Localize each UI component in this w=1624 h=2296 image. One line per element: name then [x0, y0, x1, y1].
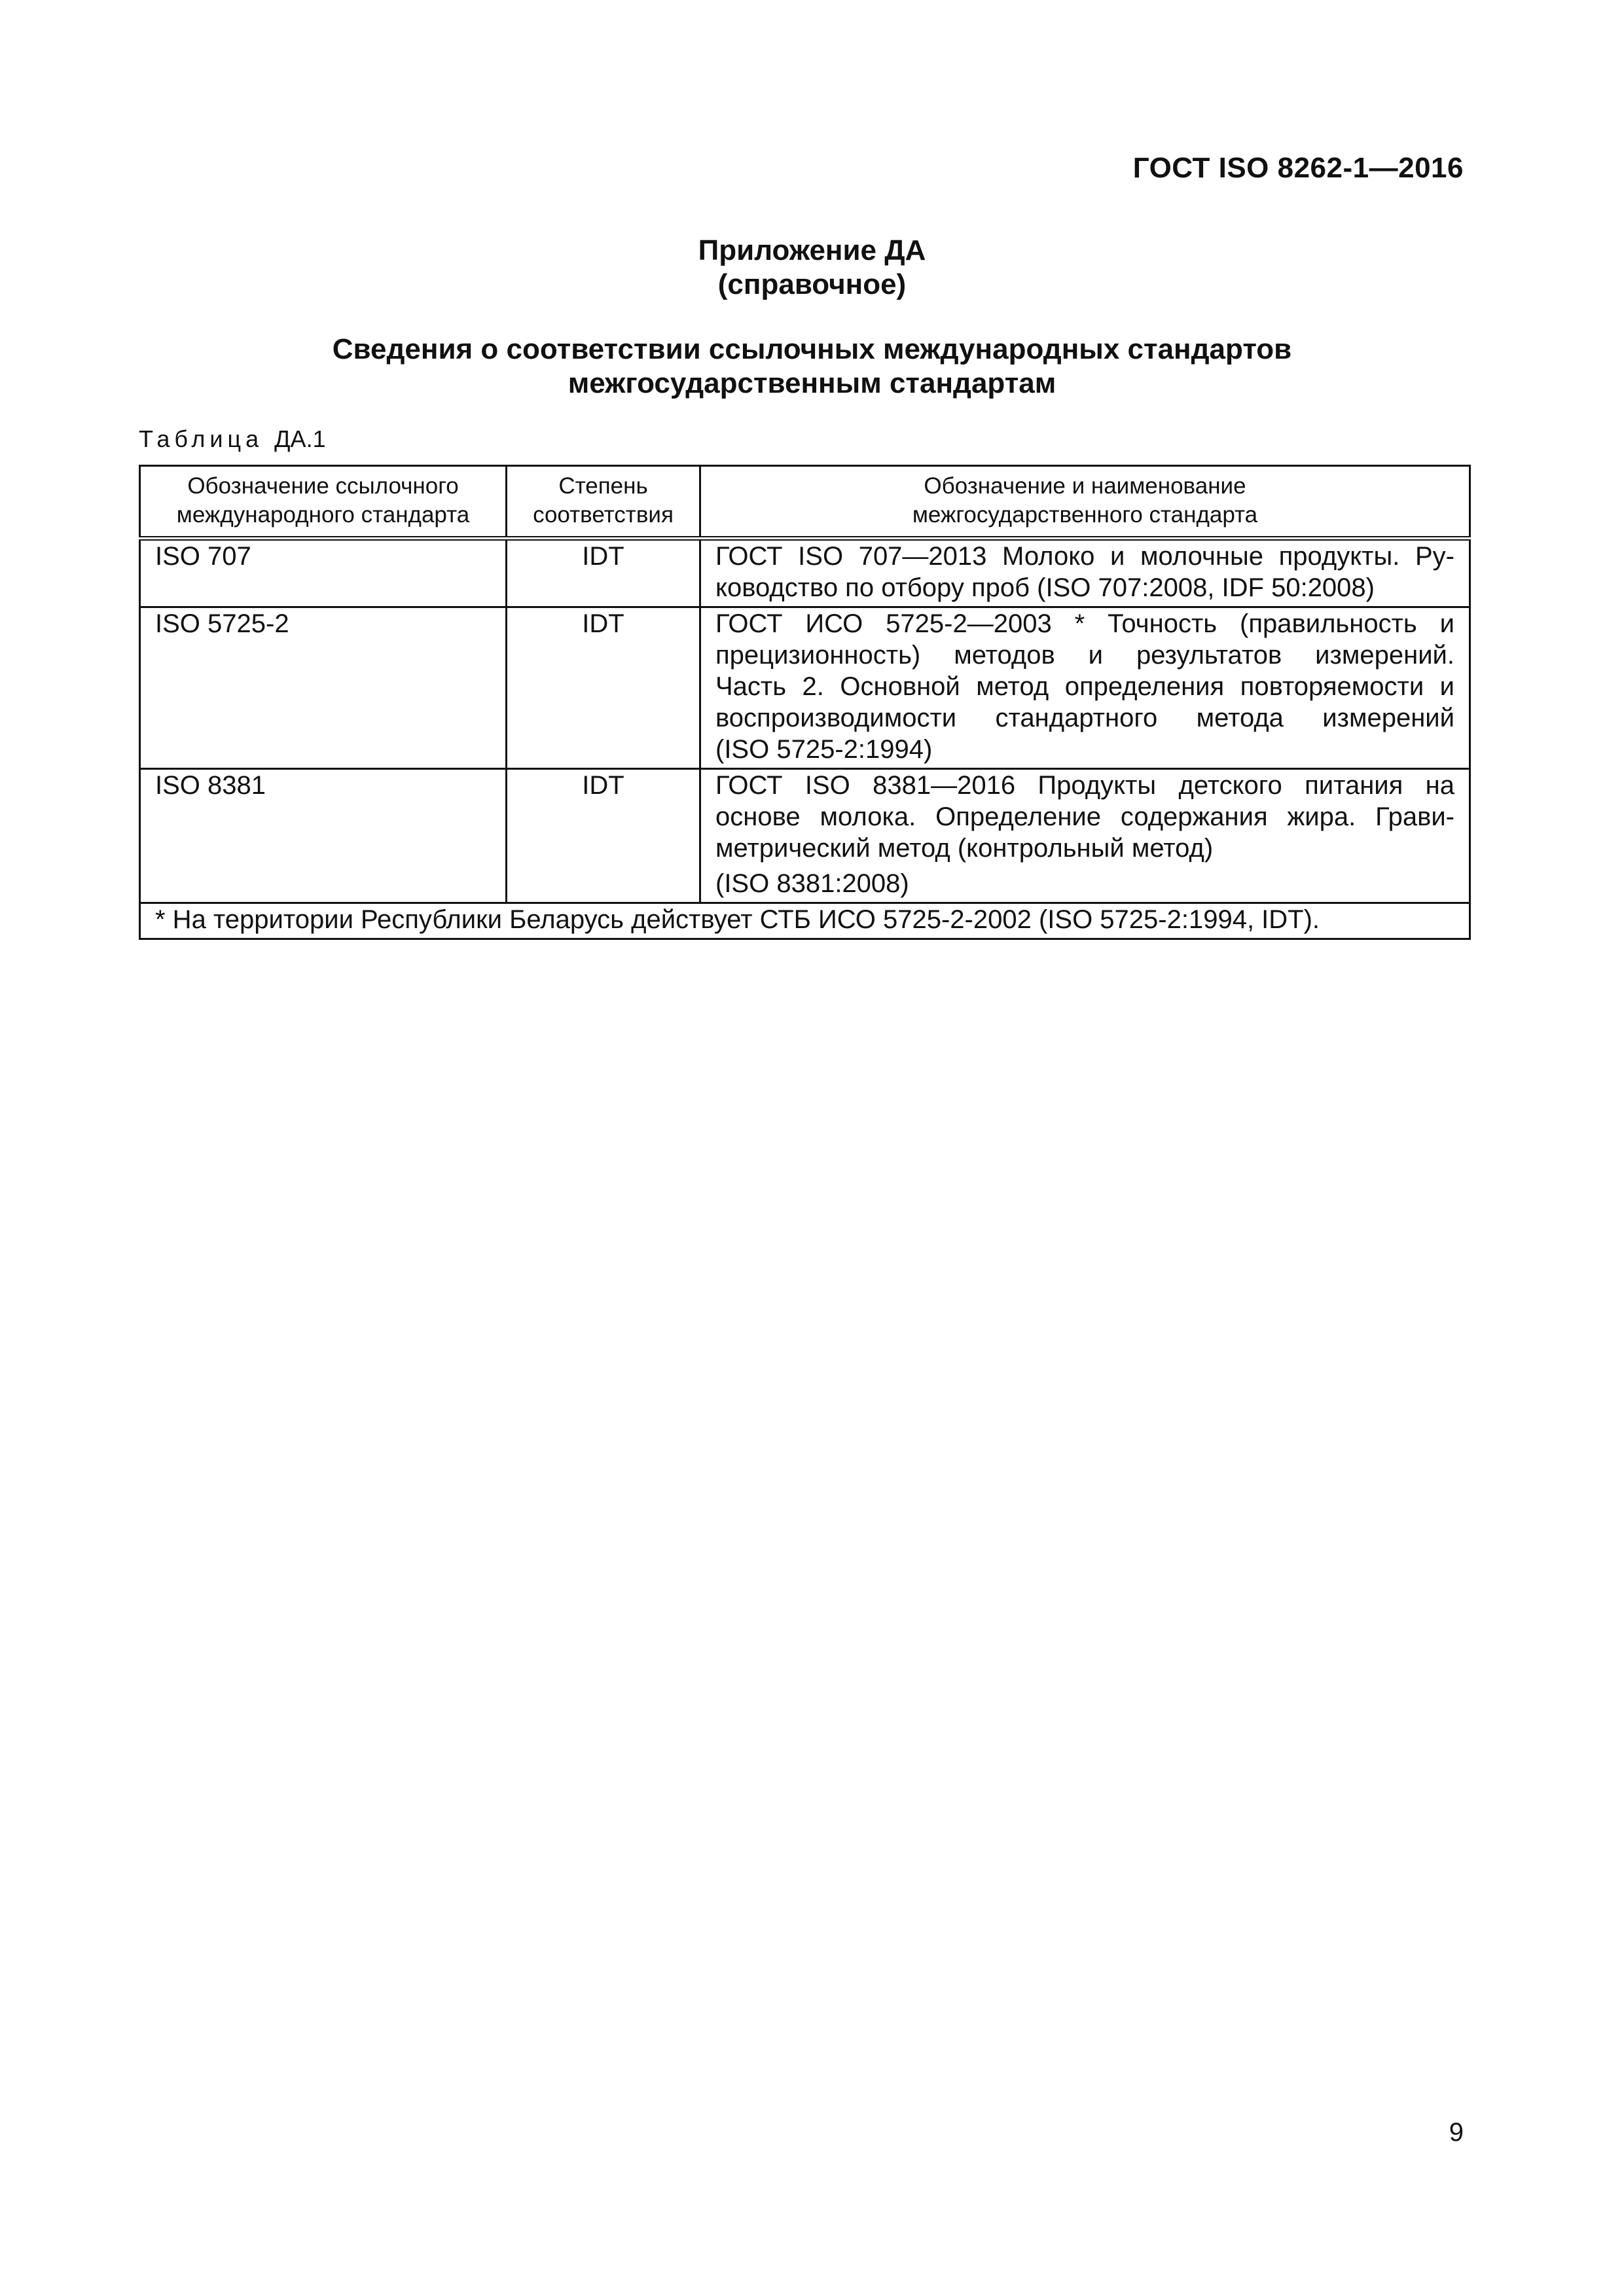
- table-caption-number: ДА.1: [274, 425, 326, 452]
- section-title-line-2: межгосударственным стандартам: [568, 367, 1056, 399]
- reference-code: ISO 8381: [140, 769, 507, 903]
- header-interstate-standard: Обозначение и наименование межгосударственного стандарта: [700, 466, 1470, 539]
- appendix-title: Приложение ДА: [698, 234, 926, 266]
- header-degree: Степень соответствия: [507, 466, 700, 539]
- degree-value: IDT: [507, 607, 700, 769]
- degree-value: IDT: [507, 769, 700, 903]
- document-code: ГОСТ ISO 8262-1—2016: [1132, 152, 1464, 184]
- section-title-line-1: Сведения о соответствии ссылочных международных стандартов: [332, 333, 1292, 365]
- table-caption: [139, 425, 326, 453]
- reference-code: ISO 707: [140, 539, 507, 607]
- table-footnote: * На территории Республики Беларусь действует СТБ ИСО 5725-2-2002 (ISO 5725-2:1994, IDT).: [140, 903, 1470, 939]
- table-header-row: [140, 466, 1470, 539]
- interstate-standard-name: ГОСТ ISO 707—2013 Молоко и молочные продукты. Ру- ководство по отбору проб (ISO 707:2008, IDF 50:2008): [700, 539, 1470, 607]
- table-row: [140, 607, 1470, 769]
- table-row: [140, 539, 1470, 607]
- table-caption-word: Таблица: [139, 425, 264, 452]
- appendix-type: (справочное): [717, 268, 907, 300]
- reference-code: ISO 5725-2: [140, 607, 507, 769]
- degree-value: IDT: [507, 539, 700, 607]
- interstate-standard-name: ГОСТ ISO 8381—2016 Продукты детского питания на основе молока. Определение содержания жира. Грави- метрический метод (контрольный метод) (ISO 8381:2008): [700, 769, 1470, 903]
- page-number: 9: [1449, 2118, 1464, 2147]
- interstate-standard-name: ГОСТ ИСО 5725-2—2003 * Точность (правильность и прецизионность) методов и результатов измерений. Часть 2. Основной метод определения повторяемости и воспроизводимости стандартного метода измерений (ISO 5725-2:1994): [700, 607, 1470, 769]
- standards-table: [139, 465, 1471, 940]
- table-footnote-row: [140, 903, 1470, 939]
- header-reference-standard: Обозначение ссылочного международного стандарта: [140, 466, 507, 539]
- table-row: [140, 769, 1470, 903]
